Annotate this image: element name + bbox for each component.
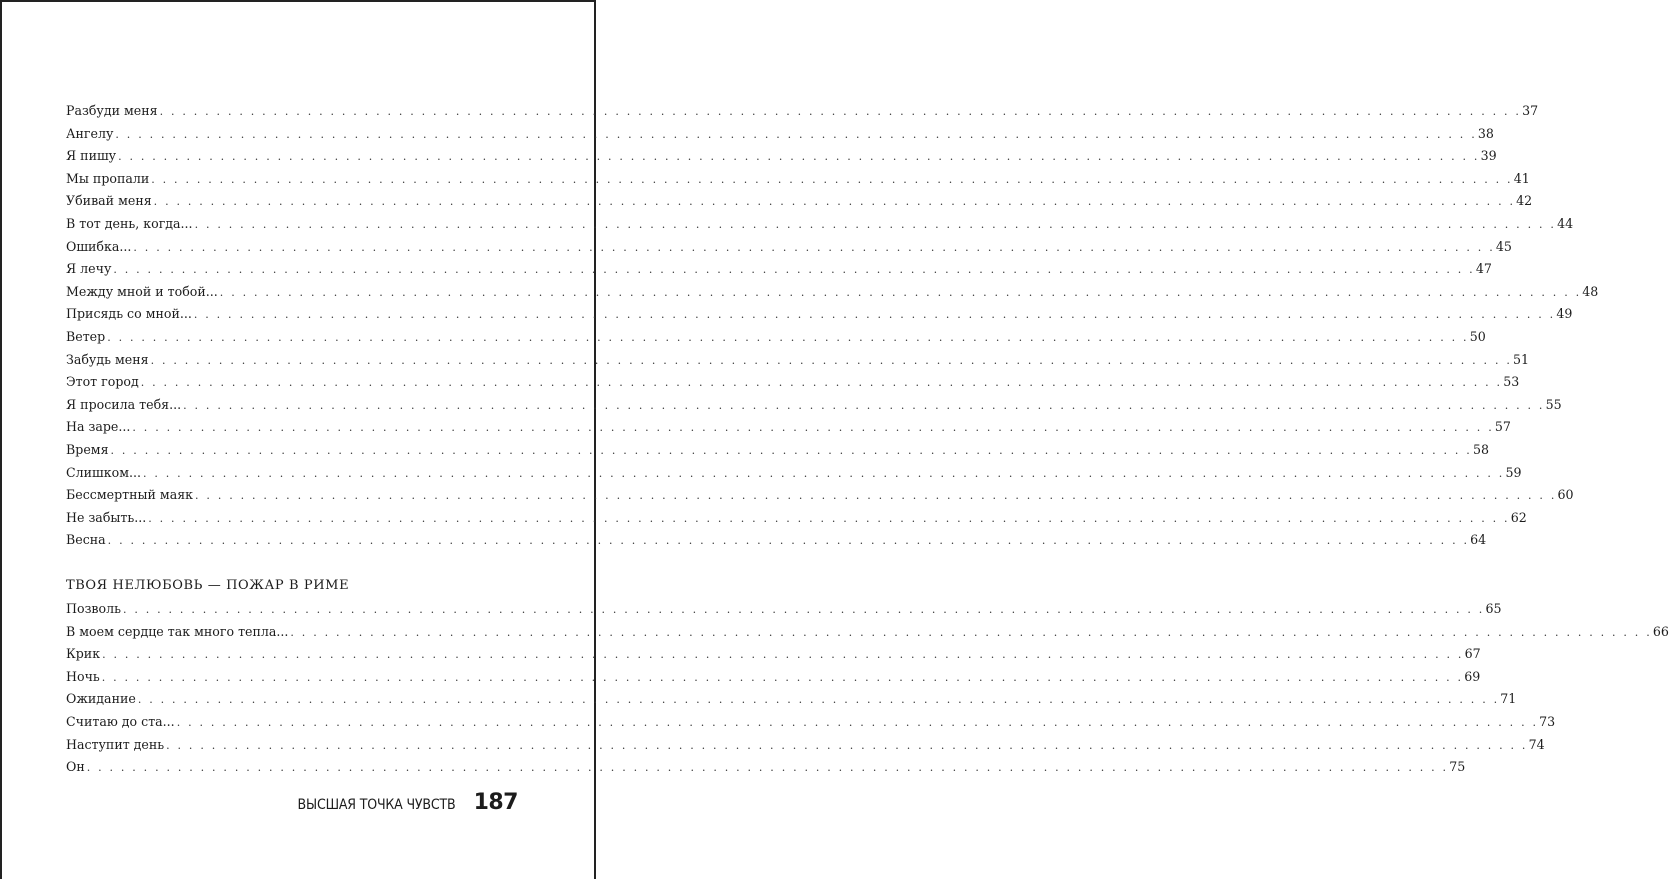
toc-leader-dots: . . . . . . . . . . . . . . . . . . . . . . . . . . . . . . . . . . . . . . . . . . . . . . . . . . . . . . . . . . . . . . . . . . . . . . . . . . . . . . . . . . . . . . . . . . . . . . . . . . . . . . . . . . . . . . . . . . . . . . . . xyxy=(140,376,1503,390)
toc-entry-page: 59 xyxy=(1505,464,1522,480)
toc-entry xyxy=(66,213,1574,236)
toc-entry xyxy=(66,462,1522,485)
toc-entry-title: В моем сердце так много тепла... xyxy=(66,623,289,639)
toc-entry xyxy=(66,756,1466,779)
toc-entry-title: Я пишу xyxy=(66,148,117,164)
toc-leader-dots: . . . . . . . . . . . . . . . . . . . . . . . . . . . . . . . . . . . . . . . . . . . . . . . . . . . . . . . . . . . . . . . . . . . . . . . . . . . . . . . . . . . . . . . . . . . . . . . . . . . . . . . . . . . . . . . . . . . . . . . . xyxy=(143,466,1505,480)
toc-leader-dots: . . . . . . . . . . . . . . . . . . . . . . . . . . . . . . . . . . . . . . . . . . . . . . . . . . . . . . . . . . . . . . . . . . . . . . . . . . . . . . . . . . . . . . . . . . . . . . . . . . . . . . . . . . . . . . . . . . . . . . . . xyxy=(193,308,1556,322)
toc-entry-title: На заре... xyxy=(66,419,131,435)
page-number: 187 xyxy=(473,790,518,815)
toc-entry-title: Не забыть... xyxy=(66,509,147,525)
toc-entry-page: 74 xyxy=(1528,736,1545,752)
toc-entry-page: 48 xyxy=(1582,283,1599,299)
toc-entry-page: 62 xyxy=(1510,509,1527,525)
toc-leader-dots: . . . . . . . . . . . . . . . . . . . . . . . . . . . . . . . . . . . . . . . . . . . . . . . . . . . . . . . . . . . . . . . . . . . . . . . . . . . . . . . . . . . . . . . . . . . . . . . . . . . . . . . . . . . . . . . . . . . . . . . . xyxy=(133,240,1495,254)
toc-entry xyxy=(66,236,1512,259)
toc-entry-page: 50 xyxy=(1469,328,1486,344)
toc-leader-dots: . . . . . . . . . . . . . . . . . . . . . . . . . . . . . . . . . . . . . . . . . . . . . . . . . . . . . . . . . . . . . . . . . . . . . . . . . . . . . . . . . . . . . . . . . . . . . . . . . . . . . . . . . . . . . . . . . . . . . . . . xyxy=(194,217,1557,231)
toc-leader-dots: . . . . . . . . . . . . . . . . . . . . . . . . . . . . . . . . . . . . . . . . . . . . . . . . . . . . . . . . . . . . . . . . . . . . . . . . . . . . . . . . . . . . . . . . . . . . . . . . . . . . . . . . . . . . . . . . . . . . . . . . xyxy=(122,603,1485,616)
toc-entry-page: 39 xyxy=(1480,148,1497,164)
toc-entry xyxy=(66,529,1487,552)
toc-entry xyxy=(66,621,1669,644)
toc-entry-title: Весна xyxy=(66,532,106,548)
toc-entry-page: 41 xyxy=(1513,170,1530,186)
toc-entry-title: Он xyxy=(66,759,85,775)
toc-entry-page: 60 xyxy=(1557,487,1574,503)
toc-entry-page: 71 xyxy=(1500,691,1517,707)
toc-entry-title: Слишком... xyxy=(66,464,141,480)
toc-leader-dots: . . . . . . . . . . . . . . . . . . . . . . . . . . . . . . . . . . . . . . . . . . . . . . . . . . . . . . . . . . . . . . . . . . . . . . . . . . . . . . . . . . . . . . . . . . . . . . . . . . . . . . . . . . . . . . . . . . . . . . . . xyxy=(107,330,1469,344)
toc-entry xyxy=(66,100,1539,123)
toc-entry-title: Ошибка... xyxy=(66,238,132,254)
toc-list-part-1 xyxy=(66,100,1599,552)
toc-entry-page: 66 xyxy=(1652,623,1669,639)
toc-entry-title: Между мной и тобой... xyxy=(66,283,218,299)
toc-entry-page: 51 xyxy=(1513,351,1530,367)
toc-entry xyxy=(66,598,1502,621)
toc-entry xyxy=(66,371,1520,394)
toc-entry-page: 58 xyxy=(1473,441,1490,457)
toc-entry-title: В тот день, когда... xyxy=(66,215,193,231)
toc-entry-page: 37 xyxy=(1522,103,1539,118)
toc-leader-dots: . . . . . . . . . . . . . . . . . . . . . . . . . . . . . . . . . . . . . . . . . . . . . . . . . . . . . . . . . . . . . . . . . . . . . . . . . . . . . . . . . . . . . . . . . . . . . . . . . . . . . . . . . . . . . . . . . . . . . . . . xyxy=(86,761,1449,775)
toc-leader-dots: . . . . . . . . . . . . . . . . . . . . . . . . . . . . . . . . . . . . . . . . . . . . . . . . . . . . . . . . . . . . . . . . . . . . . . . . . . . . . . . . . . . . . . . . . . . . . . . . . . . . . . . . . . . . . . . . . . . . . . . . xyxy=(166,738,1528,752)
toc-leader-dots: . . . . . . . . . . . . . . . . . . . . . . . . . . . . . . . . . . . . . . . . . . . . . . . . . . . . . . . . . . . . . . . . . . . . . . . . . . . . . . . . . . . . . . . . . . . . . . . . . . . . . . . . . . . . . . . . . . . . . . . . xyxy=(151,172,1513,186)
toc-entry xyxy=(66,394,1562,417)
toc-entry-page: 49 xyxy=(1556,306,1573,322)
toc-leader-dots: . . . . . . . . . . . . . . . . . . . . . . . . . . . . . . . . . . . . . . . . . . . . . . . . . . . . . . . . . . . . . . . . . . . . . . . . . . . . . . . . . . . . . . . . . . . . . . . . . . . . . . . . . . . . . . . . . . . . . . . . xyxy=(102,648,1464,662)
toc-entry xyxy=(66,643,1481,666)
toc-leader-dots: . . . . . . . . . . . . . . . . . . . . . . . . . . . . . . . . . . . . . . . . . . . . . . . . . . . . . . . . . . . . . . . . . . . . . . . . . . . . . . . . . . . . . . . . . . . . . . . . . . . . . . . . . . . . . . . . . . . . . . . . xyxy=(110,443,1472,457)
toc-entry xyxy=(66,145,1497,168)
toc-entry xyxy=(66,349,1530,372)
toc-entry-title: Время xyxy=(66,441,109,457)
toc-entry xyxy=(66,190,1533,213)
toc-entry xyxy=(66,326,1486,349)
toc-entry-title: Наступит день xyxy=(66,736,165,752)
toc-leader-dots: . . . . . . . . . . . . . . . . . . . . . . . . . . . . . . . . . . . . . . . . . . . . . . . . . . . . . . . . . . . . . . . . . . . . . . . . . . . . . . . . . . . . . . . . . . . . . . . . . . . . . . . . . . . . . . . . . . . . . . . . xyxy=(118,150,1480,164)
toc-entry-page: 44 xyxy=(1557,215,1574,231)
toc-leader-dots: . . . . . . . . . . . . . . . . . . . . . . . . . . . . . . . . . . . . . . . . . . . . . . . . . . . . . . . . . . . . . . . . . . . . . . . . . . . . . . . . . . . . . . . . . . . . . . . . . . . . . . . . . . . . . . . . . . . . . . . . xyxy=(183,398,1545,412)
toc-entry-page: 64 xyxy=(1470,532,1487,548)
toc-entry-title: Мы пропали xyxy=(66,170,150,186)
toc-leader-dots: . . . . . . . . . . . . . . . . . . . . . . . . . . . . . . . . . . . . . . . . . . . . . . . . . . . . . . . . . . . . . . . . . . . . . . . . . . . . . . . . . . . . . . . . . . . . . . . . . . . . . . . . . . . . . . . . . . . . . . . . xyxy=(219,285,1582,299)
toc-entry-title: Забудь меня xyxy=(66,351,149,367)
toc-entry-title: Я просила тебя... xyxy=(66,396,182,412)
section-heading: ТВОЯ НЕЛЮБОВЬ — ПОЖАР В РИМЕ xyxy=(66,578,350,593)
toc-entry xyxy=(66,734,1545,757)
toc-entry xyxy=(66,507,1527,530)
toc-entry-title: Ожидание xyxy=(66,691,136,707)
toc-entry xyxy=(66,168,1530,191)
toc-entry-page: 57 xyxy=(1494,419,1511,435)
toc-entry-page: 75 xyxy=(1449,759,1466,775)
toc-entry-title: Крик xyxy=(66,646,101,662)
toc-entry xyxy=(66,258,1492,281)
running-title: ВЫСШАЯ ТОЧКА ЧУВСТВ xyxy=(297,797,456,813)
toc-list-part-2 xyxy=(66,598,1669,779)
toc-entry-title: Я лечу xyxy=(66,261,112,277)
toc-entry-title: Ангелу xyxy=(66,125,114,141)
toc-entry xyxy=(66,688,1517,711)
toc-leader-dots: . . . . . . . . . . . . . . . . . . . . . . . . . . . . . . . . . . . . . . . . . . . . . . . . . . . . . . . . . . . . . . . . . . . . . . . . . . . . . . . . . . . . . . . . . . . . . . . . . . . . . . . . . . . . . . . . . . . . . . . . xyxy=(113,263,1475,277)
toc-leader-dots: . . . . . . . . . . . . . . . . . . . . . . . . . . . . . . . . . . . . . . . . . . . . . . . . . . . . . . . . . . . . . . . . . . . . . . . . . . . . . . . . . . . . . . . . . . . . . . . . . . . . . . . . . . . . . . . . . . . . . . . . xyxy=(290,625,1652,639)
toc-leader-dots: . . . . . . . . . . . . . . . . . . . . . . . . . . . . . . . . . . . . . . . . . . . . . . . . . . . . . . . . . . . . . . . . . . . . . . . . . . . . . . . . . . . . . . . . . . . . . . . . . . . . . . . . . . . . . . . . . . . . . . . . xyxy=(107,534,1470,548)
toc-entry xyxy=(66,711,1556,734)
toc-entry-page: 38 xyxy=(1477,125,1494,141)
toc-entry-page: 73 xyxy=(1539,713,1556,729)
toc-entry-page: 53 xyxy=(1503,374,1520,390)
toc-entry-page: 69 xyxy=(1464,668,1481,684)
toc-entry-title: Убивай меня xyxy=(66,193,152,209)
toc-entry-title: Позволь xyxy=(66,601,121,616)
toc-leader-dots: . . . . . . . . . . . . . . . . . . . . . . . . . . . . . . . . . . . . . . . . . . . . . . . . . . . . . . . . . . . . . . . . . . . . . . . . . . . . . . . . . . . . . . . . . . . . . . . . . . . . . . . . . . . . . . . . . . . . . . . . xyxy=(132,421,1494,435)
toc-leader-dots: . . . . . . . . . . . . . . . . . . . . . . . . . . . . . . . . . . . . . . . . . . . . . . . . . . . . . . . . . . . . . . . . . . . . . . . . . . . . . . . . . . . . . . . . . . . . . . . . . . . . . . . . . . . . . . . . . . . . . . . . xyxy=(153,195,1516,209)
toc-entry xyxy=(66,666,1481,689)
toc-entry xyxy=(66,123,1494,146)
toc-entry-title: Разбуди меня xyxy=(66,103,158,118)
toc-leader-dots: . . . . . . . . . . . . . . . . . . . . . . . . . . . . . . . . . . . . . . . . . . . . . . . . . . . . . . . . . . . . . . . . . . . . . . . . . . . . . . . . . . . . . . . . . . . . . . . . . . . . . . . . . . . . . . . . . . . . . . . . xyxy=(150,353,1513,367)
toc-entry-page: 65 xyxy=(1485,601,1502,616)
toc-entry-page: 42 xyxy=(1516,193,1533,209)
toc-leader-dots: . . . . . . . . . . . . . . . . . . . . . . . . . . . . . . . . . . . . . . . . . . . . . . . . . . . . . . . . . . . . . . . . . . . . . . . . . . . . . . . . . . . . . . . . . . . . . . . . . . . . . . . . . . . . . . . . . . . . . . . . xyxy=(115,127,1477,141)
toc-leader-dots: . . . . . . . . . . . . . . . . . . . . . . . . . . . . . . . . . . . . . . . . . . . . . . . . . . . . . . . . . . . . . . . . . . . . . . . . . . . . . . . . . . . . . . . . . . . . . . . . . . . . . . . . . . . . . . . . . . . . . . . . xyxy=(159,105,1522,118)
toc-leader-dots: . . . . . . . . . . . . . . . . . . . . . . . . . . . . . . . . . . . . . . . . . . . . . . . . . . . . . . . . . . . . . . . . . . . . . . . . . . . . . . . . . . . . . . . . . . . . . . . . . . . . . . . . . . . . . . . . . . . . . . . . xyxy=(101,670,1464,684)
toc-leader-dots: . . . . . . . . . . . . . . . . . . . . . . . . . . . . . . . . . . . . . . . . . . . . . . . . . . . . . . . . . . . . . . . . . . . . . . . . . . . . . . . . . . . . . . . . . . . . . . . . . . . . . . . . . . . . . . . . . . . . . . . . xyxy=(195,489,1557,503)
toc-entry-title: Бессмертный маяк xyxy=(66,487,194,503)
toc-entry-title: Ветер xyxy=(66,328,106,344)
toc-entry-page: 67 xyxy=(1464,646,1481,662)
toc-entry xyxy=(66,281,1599,304)
toc-entry-title: Считаю до ста... xyxy=(66,713,175,729)
page-footer xyxy=(280,790,518,815)
toc-leader-dots: . . . . . . . . . . . . . . . . . . . . . . . . . . . . . . . . . . . . . . . . . . . . . . . . . . . . . . . . . . . . . . . . . . . . . . . . . . . . . . . . . . . . . . . . . . . . . . . . . . . . . . . . . . . . . . . . . . . . . . . . xyxy=(176,715,1539,729)
toc-entry-page: 47 xyxy=(1475,261,1492,277)
toc-entry xyxy=(66,484,1574,507)
toc-entry xyxy=(66,303,1573,326)
toc-entry xyxy=(66,439,1490,462)
toc-entry-page: 45 xyxy=(1495,238,1512,254)
toc-entry-title: Присядь со мной... xyxy=(66,306,192,322)
toc-leader-dots: . . . . . . . . . . . . . . . . . . . . . . . . . . . . . . . . . . . . . . . . . . . . . . . . . . . . . . . . . . . . . . . . . . . . . . . . . . . . . . . . . . . . . . . . . . . . . . . . . . . . . . . . . . . . . . . . . . . . . . . . xyxy=(137,693,1500,707)
toc-entry-title: Этот город xyxy=(66,374,139,390)
toc-entry xyxy=(66,416,1511,439)
toc-entry-page: 55 xyxy=(1545,396,1562,412)
toc-leader-dots: . . . . . . . . . . . . . . . . . . . . . . . . . . . . . . . . . . . . . . . . . . . . . . . . . . . . . . . . . . . . . . . . . . . . . . . . . . . . . . . . . . . . . . . . . . . . . . . . . . . . . . . . . . . . . . . . . . . . . . . . xyxy=(148,511,1510,525)
toc-entry-title: Ночь xyxy=(66,668,100,684)
